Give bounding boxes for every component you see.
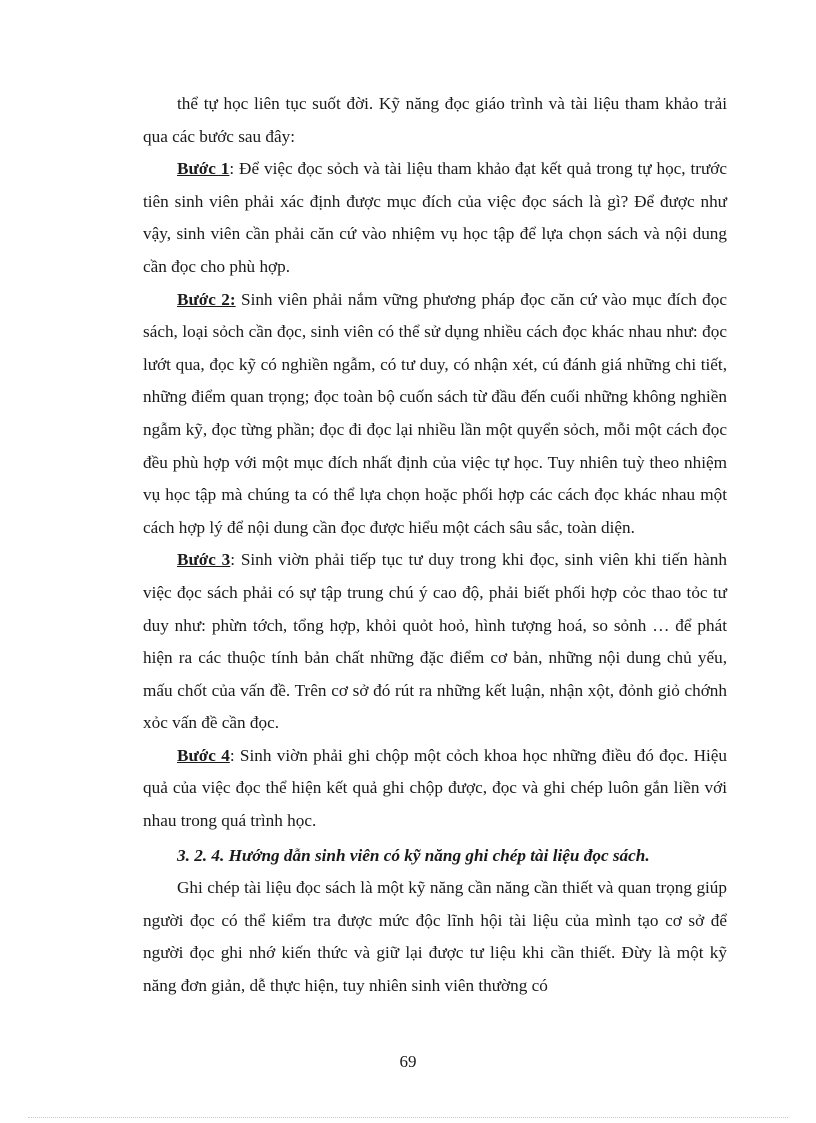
page-body [143, 88, 727, 1003]
step-1-paragraph [143, 153, 727, 283]
step-4-label: Bước 4 [177, 745, 230, 765]
step-1-text: : Để việc đọc sỏch và tài liệu tham khảo đạt kết quả trong tự học, trước tiên sinh viên phải xác định được mục đích của việc đọc sách là gì? Để được như vậy, sinh viên cần phải căn cứ vào nhiệm vụ học tập để lựa chọn sách và nội dung cần đọc cho phù hợp. [143, 159, 727, 276]
step-4-paragraph [143, 740, 727, 838]
page-number: 69 [399, 1052, 417, 1071]
step-2-text: Sinh viên phải nắm vững phương pháp đọc căn cứ vào mục đích đọc sách, loại sỏch cần đọc, sinh viên có thể sử dụng nhiều cách đọc khác nhau như: đọc lướt qua, đọc kỹ có nghiền ngẫm, có tư duy, có nhận xét, cú đánh giá những chi tiết, những điểm quan trọng; đọc toàn bộ cuốn sách từ đầu đến cuối những không nghiền ngẫm kỹ, đọc từng phần; đọc đi đọc lại nhiều lần một quyển sỏch, mỗi một cách đọc đều phù hợp với một mục đích nhất định của việc tự học. Tuy nhiên tuỳ theo nhiệm vụ học tập mà chúng ta có thể lựa chọn hoặc phối hợp các cách đọc khác nhau một cách hợp lý để nội dung cần đọc được hiểu một cách sâu sắc, toàn diện. [143, 289, 727, 537]
step-3-text: : Sinh viờn phải tiếp tục tư duy trong khi đọc, sinh viên khi tiến hành việc đọc sách phải có sự tập trung chú ý cao độ, phải biết phối hợp cỏc thao tỏc tư duy như: phừn tớch, tổng hợp, khỏi quỏt hoỏ, hình tượng hoá, so sỏnh … để phát hiện ra các thuộc tính bản chất những đặc điểm cơ bản, những nội dung chủ yếu, mấu chốt của vấn đề. Trên cơ sở đó rút ra những kết luận, nhận xột, đỏnh giỏ chớnh xỏc vấn đề cần đọc. [143, 550, 727, 733]
step-1-label: Bước 1 [177, 159, 230, 179]
step-2-label: Bước 2: [177, 289, 236, 309]
step-4-text: : Sinh viờn phải ghi chộp một cỏch khoa học những điều đó đọc. Hiệu quả của việc đọc thể hiện kết quả ghi chộp được, đọc và ghi chép luôn gắn liền với nhau trong quá trình học. [143, 745, 727, 831]
step-2-paragraph [143, 284, 727, 545]
section-heading: 3. 2. 4. Hướng dẫn sinh viên có kỹ năng ghi chép tài liệu đọc sách. [177, 845, 650, 865]
closing-paragraph: Ghi chép tài liệu đọc sách là một kỹ năng cần năng cần thiết và quan trọng giúp người đọc có thể kiểm tra được mức độc lĩnh hội tài liệu của mình tạo cơ sở để người đọc ghi nhớ kiến thức và giữ lại được tư liệu khi cần thiết. Đừy là một kỹ năng đơn giản, dễ thực hiện, tuy nhiên sinh viên thường có [143, 878, 727, 996]
step-3-paragraph [143, 544, 727, 740]
intro-paragraph: thể tự học liên tục suốt đời. Kỹ năng đọc giáo trình và tài liệu tham khảo trải qua các bước sau đây: [143, 94, 727, 146]
footer-divider [28, 1117, 788, 1118]
step-3-label: Bước 3 [177, 550, 231, 570]
